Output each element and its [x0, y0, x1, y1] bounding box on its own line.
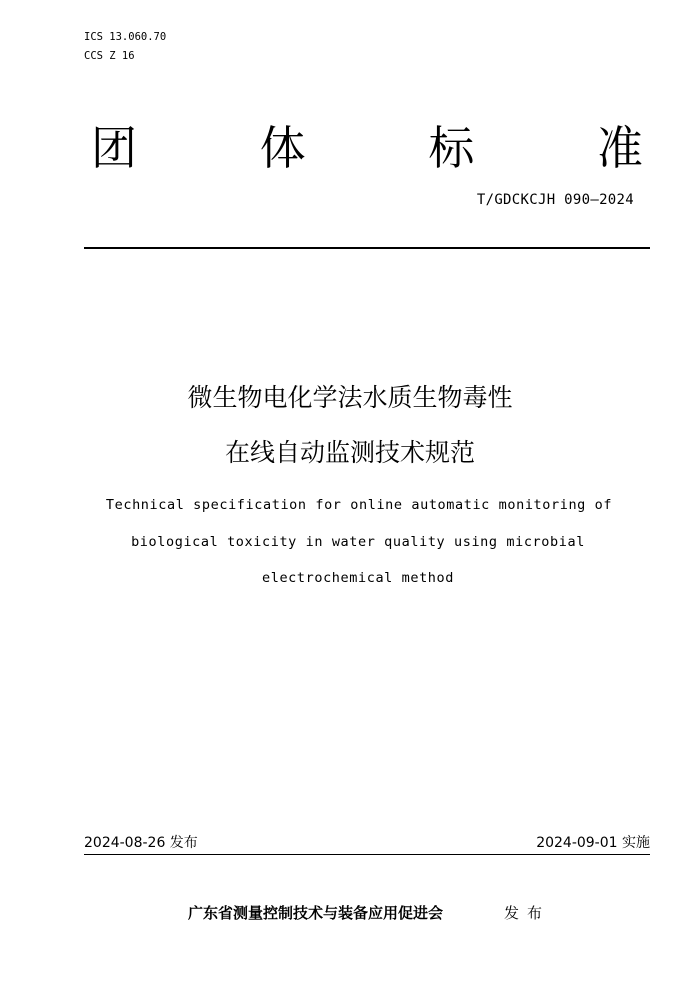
- bottom-divider: [84, 854, 650, 855]
- standard-type-char: 团: [91, 121, 137, 175]
- issuing-organization: 广东省测量控制技术与装备应用促进会: [188, 904, 444, 922]
- publish-date: 2024-08-26 发布: [84, 835, 198, 851]
- ccs-code: CCS Z 16: [84, 50, 135, 62]
- standard-type-char: 标: [428, 121, 475, 175]
- top-divider: [84, 247, 650, 249]
- english-title-line-1: Technical specification for online automatic monitoring of: [105, 497, 613, 513]
- chinese-title-line-2: 在线自动监测技术规范: [224, 438, 475, 467]
- english-title-line-3: electrochemical method: [261, 570, 454, 586]
- chinese-title-line-1: 微生物电化学法水质生物毒性: [187, 383, 513, 412]
- ics-code: ICS 13.060.70: [84, 31, 167, 43]
- standard-type-char: 准: [596, 121, 643, 175]
- english-title-line-2: biological toxicity in water quality using microbial: [131, 534, 585, 550]
- standard-type-char: 体: [259, 121, 306, 175]
- implement-date: 2024-09-01 实施: [536, 835, 650, 851]
- issue-label: 发布: [504, 904, 551, 922]
- standard-type-heading: [84, 118, 650, 178]
- standard-number: T/GDCKCJH 090—2024: [476, 192, 634, 208]
